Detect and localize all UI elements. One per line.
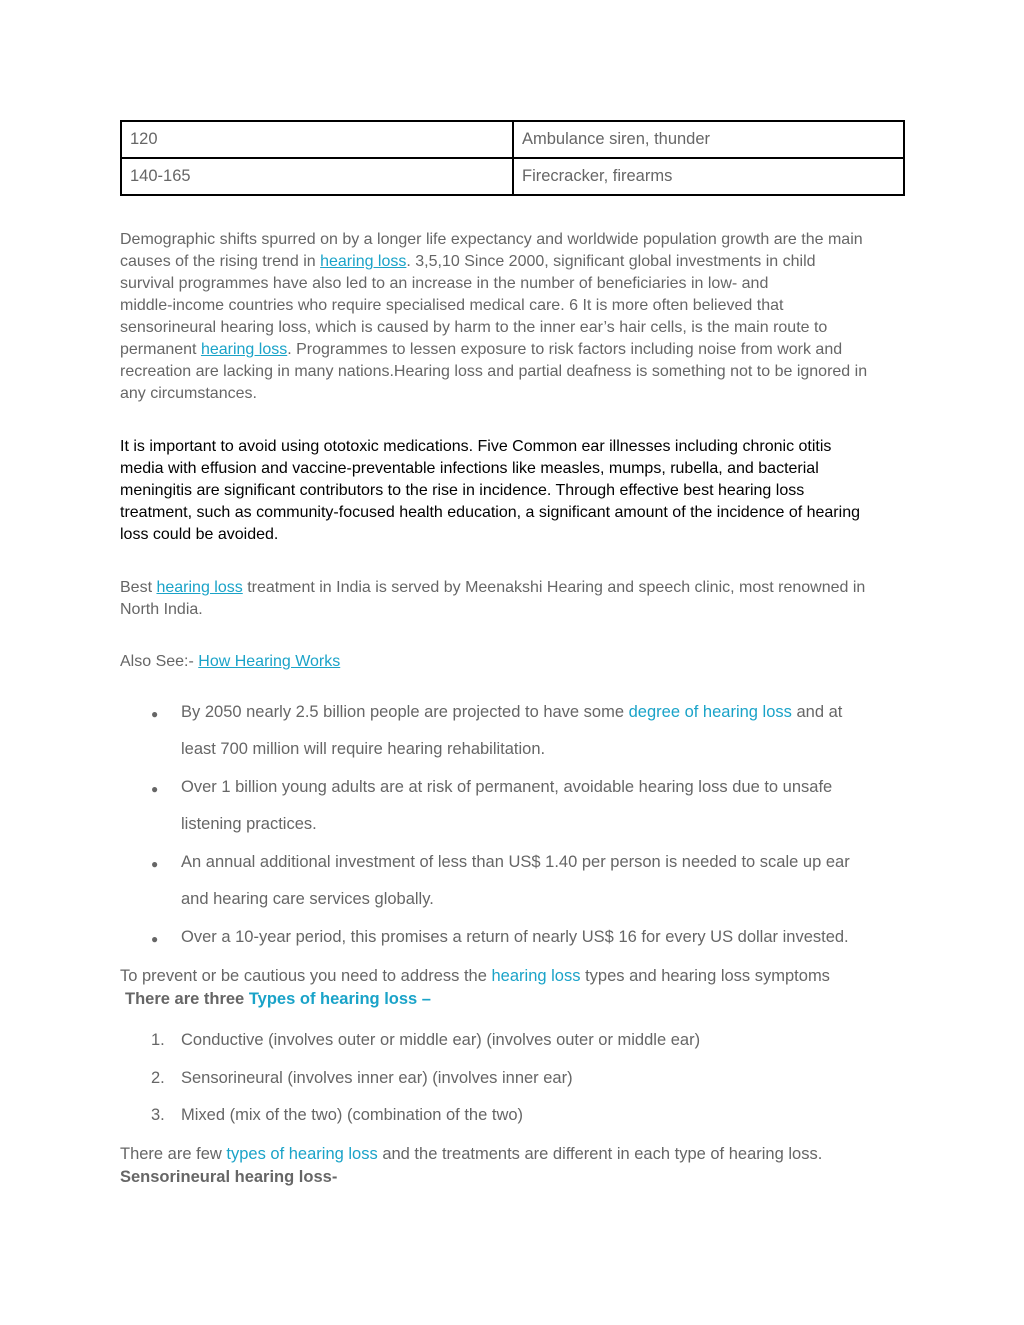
paragraph-line: It is important to avoid using ototoxic medications. Five Common ear illnesses including chronic otitis	[120, 438, 832, 455]
bullet-icon: ●	[151, 782, 159, 796]
bullet-item-text: Over a 10-year period, this promises a return of nearly US$ 16 for every US dollar invested.	[181, 928, 849, 946]
paragraph-line: recreation are lacking in many nations.Hearing loss and partial deafness is something not to be ignored in	[120, 363, 868, 380]
text-span: causes of the rising trend in	[120, 253, 321, 270]
clinic-paragraph	[120, 577, 910, 621]
paragraph-line: Demographic shifts spurred on by a longer life expectancy and worldwide population growth are the main	[120, 231, 863, 248]
types-heading	[125, 988, 915, 1010]
bullet-item-text: least 700 million will require hearing rehabilitation.	[181, 740, 546, 758]
paragraph-line: survival programmes have also led to an increase in the number of beneficiaries in low- and	[120, 275, 769, 292]
bullet-item-text: Over 1 billion young adults are at risk of permanent, avoidable hearing loss due to unsafe	[181, 778, 833, 796]
paragraph-line	[120, 577, 910, 599]
text-span: By 2050 nearly 2.5 billion people are projected to have some	[181, 703, 629, 721]
text-span: . 3,5,10 Since 2000, significant global investments in child	[406, 253, 816, 270]
paragraph-line: middle-income countries who require specialised medical care. 6 It is more often believed that	[120, 297, 784, 314]
bullet-icon: ●	[151, 707, 159, 721]
bullet-item-text: and hearing care services globally.	[181, 890, 434, 908]
table-row	[121, 121, 904, 158]
noise-level-table	[120, 120, 905, 196]
list-item: Sensorineural (involves inner ear) (involves inner ear)	[181, 1069, 573, 1087]
sensorineural-heading: Sensorineural hearing loss-	[120, 1168, 338, 1186]
how-hearing-works-link[interactable]: How Hearing Works	[198, 653, 341, 670]
text-span: . Programmes to lessen exposure to risk factors including noise from work and	[287, 341, 843, 358]
paragraph-line: media with effusion and vaccine-preventable infections like measles, mumps, rubella, and bacterial	[120, 460, 819, 477]
paragraph-line: sensorineural hearing loss, which is caused by harm to the inner ear’s hair cells, is the main route to	[120, 319, 828, 336]
bullet-item-text: An annual additional investment of less than US$ 1.40 per person is needed to scale up ear	[181, 853, 850, 871]
text-span: To prevent or be cautious you need to address the	[120, 967, 492, 985]
bullet-icon: ●	[151, 857, 159, 871]
types-of-hearing-loss-link[interactable]: Types of hearing loss –	[248, 990, 431, 1008]
bullet-item-text: listening practices.	[181, 815, 317, 833]
text-span: There are three	[125, 990, 249, 1008]
text-span: and the treatments are different in each type of hearing loss.	[377, 1145, 823, 1163]
list-number: 1.	[151, 1031, 165, 1049]
list-number: 3.	[151, 1106, 165, 1124]
paragraph-line: North India.	[120, 601, 203, 618]
types-of-hearing-loss-link[interactable]: types of hearing loss	[226, 1145, 378, 1163]
table-cell-level: 140-165	[121, 158, 513, 195]
hearing-loss-link[interactable]: hearing loss	[200, 341, 288, 358]
also-see-label: Also See:-	[120, 653, 199, 670]
text-span: There are few	[120, 1145, 227, 1163]
closing-line	[120, 1143, 910, 1165]
paragraph-line: loss could be avoided.	[120, 526, 279, 543]
hearing-loss-link[interactable]: hearing loss	[491, 967, 581, 985]
text-span: treatment in India is served by Meenakshi Hearing and speech clinic, most renowned in	[242, 579, 866, 596]
text-span: types and hearing loss symptoms	[580, 967, 830, 985]
paragraph-line	[120, 251, 910, 273]
list-item: Conductive (involves outer or middle ear) (involves outer or middle ear)	[181, 1031, 701, 1049]
also-see-line	[120, 651, 910, 673]
bullet-item-text	[181, 703, 901, 722]
text-span: permanent	[120, 341, 201, 358]
paragraph-line: meningitis are significant contributors to the rise in incidence. Through effective best hearing loss	[120, 482, 805, 499]
text-span: and at	[791, 703, 843, 721]
table-cell-source: Firecracker, firearms	[513, 158, 904, 195]
table-row	[121, 158, 904, 195]
paragraph-line	[120, 339, 910, 361]
table-cell-source: Ambulance siren, thunder	[513, 121, 904, 158]
types-intro-line	[120, 965, 910, 987]
list-number: 2.	[151, 1069, 165, 1087]
hearing-loss-link[interactable]: hearing loss	[156, 579, 243, 596]
list-item: Mixed (mix of the two) (combination of the two)	[181, 1106, 524, 1124]
degree-of-hearing-loss-link[interactable]: degree of hearing loss	[628, 703, 792, 721]
table-cell-level: 120	[121, 121, 513, 158]
bullet-icon: ●	[151, 932, 159, 946]
intro-paragraph	[120, 229, 910, 405]
paragraph-line: any circumstances.	[120, 385, 257, 402]
hearing-loss-link[interactable]: hearing loss	[320, 253, 407, 270]
paragraph-line: treatment, such as community-focused health education, a significant amount of the incidence of hearing	[120, 504, 860, 521]
text-span: Best	[120, 579, 157, 596]
ototoxic-paragraph	[120, 436, 910, 546]
